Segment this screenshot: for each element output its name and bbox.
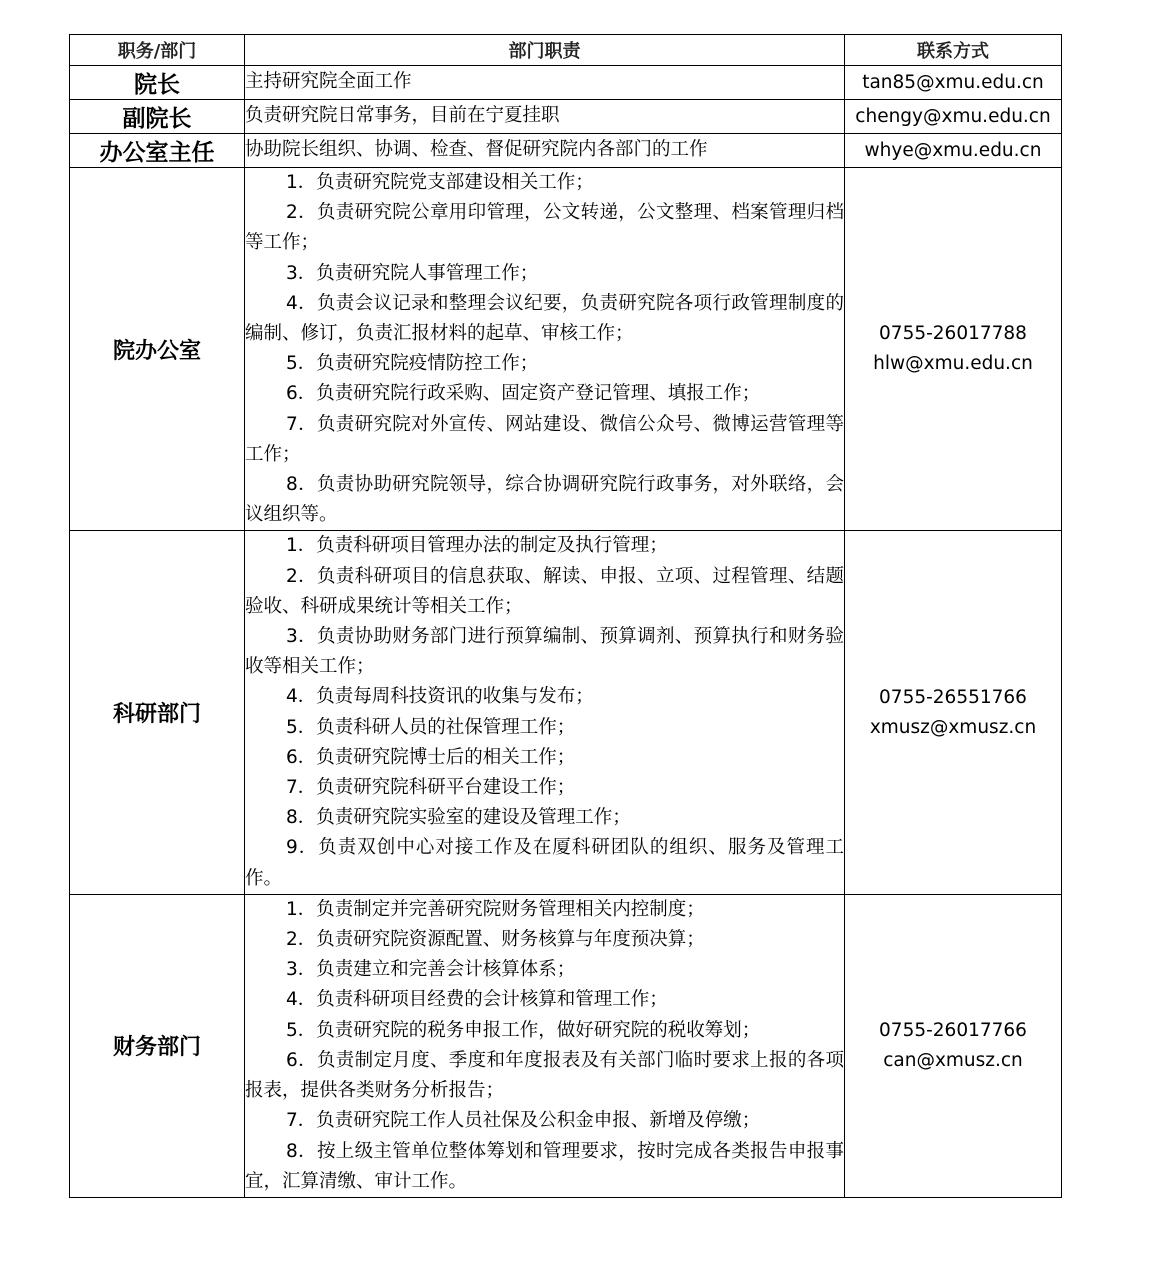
contact-email: hlw@xmu.edu.cn	[873, 353, 1033, 375]
duty-item: 5．负责研究院疫情防控工作；	[286, 353, 539, 375]
header-contact: 联系方式	[845, 35, 1062, 66]
duty-item: 2．负责研究院公章用印管理，公文转递，公文整理、档案管理归档等工作；	[245, 202, 844, 254]
header-duty: 部门职责	[245, 35, 845, 66]
duty-item: 7．负责研究院科研平台建设工作；	[286, 777, 576, 799]
role-cell: 副院长	[70, 100, 245, 134]
contact-email: tan85@xmu.edu.cn	[845, 66, 1062, 100]
table-row-vice-dean	[70, 100, 1062, 134]
duty-list	[245, 894, 845, 1197]
contact-email: can@xmusz.cn	[883, 1049, 1023, 1071]
duty-cell: 协助院长组织、协调、检查、督促研究院内各部门的工作	[245, 134, 845, 168]
duty-cell: 主持研究院全面工作	[245, 66, 845, 100]
contact-cell	[845, 531, 1062, 894]
contact-email: xmusz@xmusz.cn	[869, 716, 1037, 738]
table-row-admin-office	[70, 168, 1062, 531]
table-row-research-dept	[70, 531, 1062, 894]
department-duty-table	[69, 34, 1062, 1198]
duty-item: 6．负责制定月度、季度和年度报表及有关部门临时要求上报的各项报表，提供各类财务分析报告；	[245, 1049, 844, 1102]
duty-item: 7．负责研究院对外宣传、网站建设、微信公众号、微博运营管理等工作；	[245, 413, 844, 465]
role-cell: 院办公室	[70, 168, 245, 531]
contact-phone: 0755-26017766	[879, 1019, 1027, 1041]
duty-item: 4．负责每周科技资讯的收集与发布；	[286, 686, 594, 708]
duty-list	[245, 531, 845, 894]
header-role: 职务/部门	[70, 35, 245, 66]
duty-item: 5．负责科研人员的社保管理工作；	[286, 716, 576, 738]
duty-item: 1．负责研究院党支部建设相关工作；	[286, 172, 594, 193]
duty-item: 4．负责会议记录和整理会议纪要，负责研究院各项行政管理制度的编制、修订，负责汇报材料的起草、审核工作；	[245, 292, 844, 345]
table-header-row	[70, 35, 1062, 66]
role-cell: 办公室主任	[70, 134, 245, 168]
table-row-dean	[70, 66, 1062, 100]
duty-cell: 负责研究院日常事务，目前在宁夏挂职	[245, 100, 845, 134]
duty-item: 2．负责研究院资源配置、财务核算与年度预决算；	[286, 929, 705, 951]
duty-item: 3．负责协助财务部门进行预算编制、预算调剂、预算执行和财务验收等相关工作；	[245, 626, 844, 678]
table-row-finance-dept	[70, 894, 1062, 1197]
duty-item: 4．负责科研项目经费的会计核算和管理工作；	[286, 989, 668, 1011]
duty-item: 3．负责研究院人事管理工作；	[286, 262, 539, 284]
role-cell: 科研部门	[70, 531, 245, 894]
duty-item: 5．负责研究院的税务申报工作，做好研究院的税收筹划；	[286, 1019, 761, 1041]
table-row-office-director	[70, 134, 1062, 168]
duty-list	[245, 168, 845, 531]
duty-item: 3．负责建立和完善会计核算体系；	[286, 959, 576, 981]
duty-item: 9．负责双创中心对接工作及在厦科研团队的组织、服务及管理工作。	[245, 837, 844, 889]
contact-phone: 0755-26551766	[879, 686, 1027, 708]
contact-cell	[845, 894, 1062, 1197]
role-cell: 财务部门	[70, 894, 245, 1197]
duty-item: 8．负责协助研究院领导，综合协调研究院行政事务，对外联络，会议组织等。	[245, 474, 844, 526]
role-cell: 院长	[70, 66, 245, 100]
duty-item: 2．负责科研项目的信息获取、解读、申报、立项、过程管理、结题验收、科研成果统计等相关工作；	[245, 565, 844, 617]
duty-item: 6．负责研究院行政采购、固定资产登记管理、填报工作；	[286, 383, 761, 405]
duty-item: 1．负责科研项目管理办法的制定及执行管理；	[286, 535, 668, 557]
duty-item: 1．负责制定并完善研究院财务管理相关内控制度；	[286, 898, 705, 920]
duty-item: 7．负责研究院工作人员社保及公积金申报、新增及停缴；	[286, 1110, 761, 1132]
contact-email: chengy@xmu.edu.cn	[845, 100, 1062, 134]
contact-cell	[845, 168, 1062, 531]
contact-email: whye@xmu.edu.cn	[845, 134, 1062, 168]
duty-item: 6．负责研究院博士后的相关工作；	[286, 746, 576, 768]
duty-item: 8．负责研究院实验室的建设及管理工作；	[286, 807, 631, 829]
duty-item: 8．按上级主管单位整体筹划和管理要求，按时完成各类报告申报事宜，汇算清缴、审计工作。	[245, 1140, 844, 1192]
contact-phone: 0755-26017788	[879, 323, 1027, 345]
